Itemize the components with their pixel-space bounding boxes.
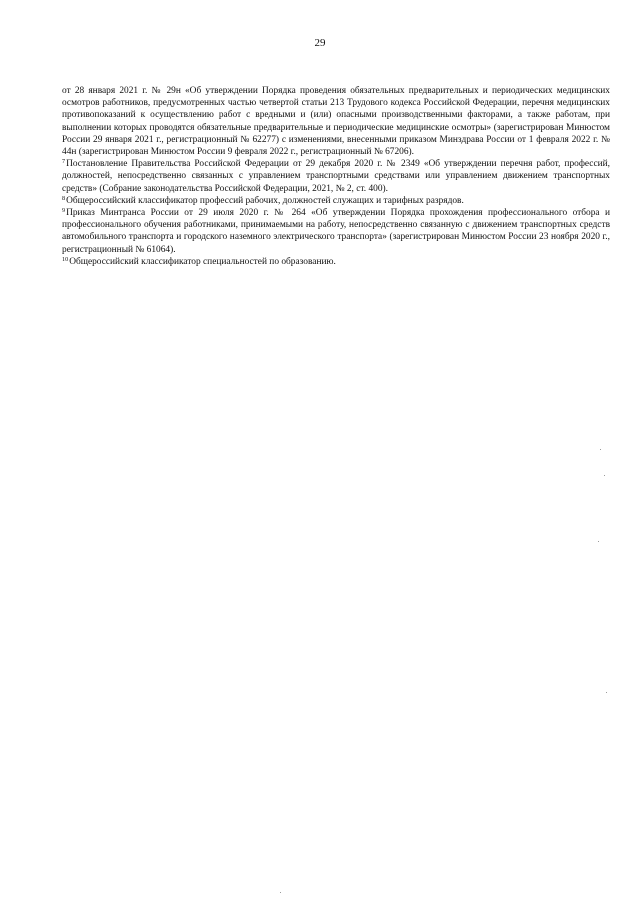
footnote-text: Общероссийский классификатор профессий рабочих, должностей служащих и тарифных разрядов.	[66, 195, 464, 206]
footnote-8	[62, 195, 610, 207]
scan-speck	[600, 449, 601, 450]
footnotes-block	[62, 85, 610, 268]
footnote-text: Приказ Минтранса России от 29 июля 2020 г. № 264 «Об утверждении Порядка прохождения профессионального отбора и профессионального обучения работниками, принимаемыми на работу, непосредственно связанную с движением транспортных средств автомобильного транспорта и городского наземного электрического транспорта» (зарегистрирован Минюстом России 23 ноября 2020 г., регистрационный № 61064).	[62, 208, 610, 255]
scan-speck	[598, 541, 599, 542]
footnote-10	[62, 256, 610, 268]
footnote-marker: 7	[62, 158, 66, 166]
footnote-text: Общероссийский классификатор специальностей по образованию.	[69, 256, 336, 267]
footnote-marker: 8	[62, 194, 66, 202]
footnote-text: от 28 января 2021 г. № 29н «Об утверждении Порядка проведения обязательных предварительных и периодических медицинских осмотров работников, предусмотренных частью четвертой статьи 213 Трудового кодекса Российской Федерации, перечня медицинских противопоказаний к осуществлению работ с вредными и (или) опасными производственными факторами, а также работам, при выполнении которых проводятся обязательные предварительные и периодические медицинские осмотры» (зарегистрирован Минюстом России 29 января 2021 г., регистрационный № 62277) с изменениями, внесенными приказом Минздрава России от 1 февраля 2022 г. № 44н (зарегистрирован Минюстом России 9 февраля 2022 г., регистрационный № 67206).	[62, 86, 610, 158]
page-number: 29	[314, 37, 326, 49]
footnote-marker: 10	[62, 255, 69, 263]
footnote-9	[62, 207, 610, 256]
scan-speck	[606, 692, 607, 693]
footnote-text: Постановление Правительства Российской Федерации от 29 декабря 2020 г. № 2349 «Об утверждении перечня работ, профессий, должностей, непосредственно связанных с управлением транспортными средствами или управлением движением транспортных средств» (Собрание законодательства Российской Федерации, 2021, № 2, ст. 400).	[62, 159, 610, 194]
footnote-6-continuation	[62, 85, 610, 158]
scan-speck	[280, 892, 281, 893]
scan-speck	[604, 475, 605, 476]
footnote-7	[62, 158, 610, 195]
footnote-marker: 9	[62, 207, 66, 215]
